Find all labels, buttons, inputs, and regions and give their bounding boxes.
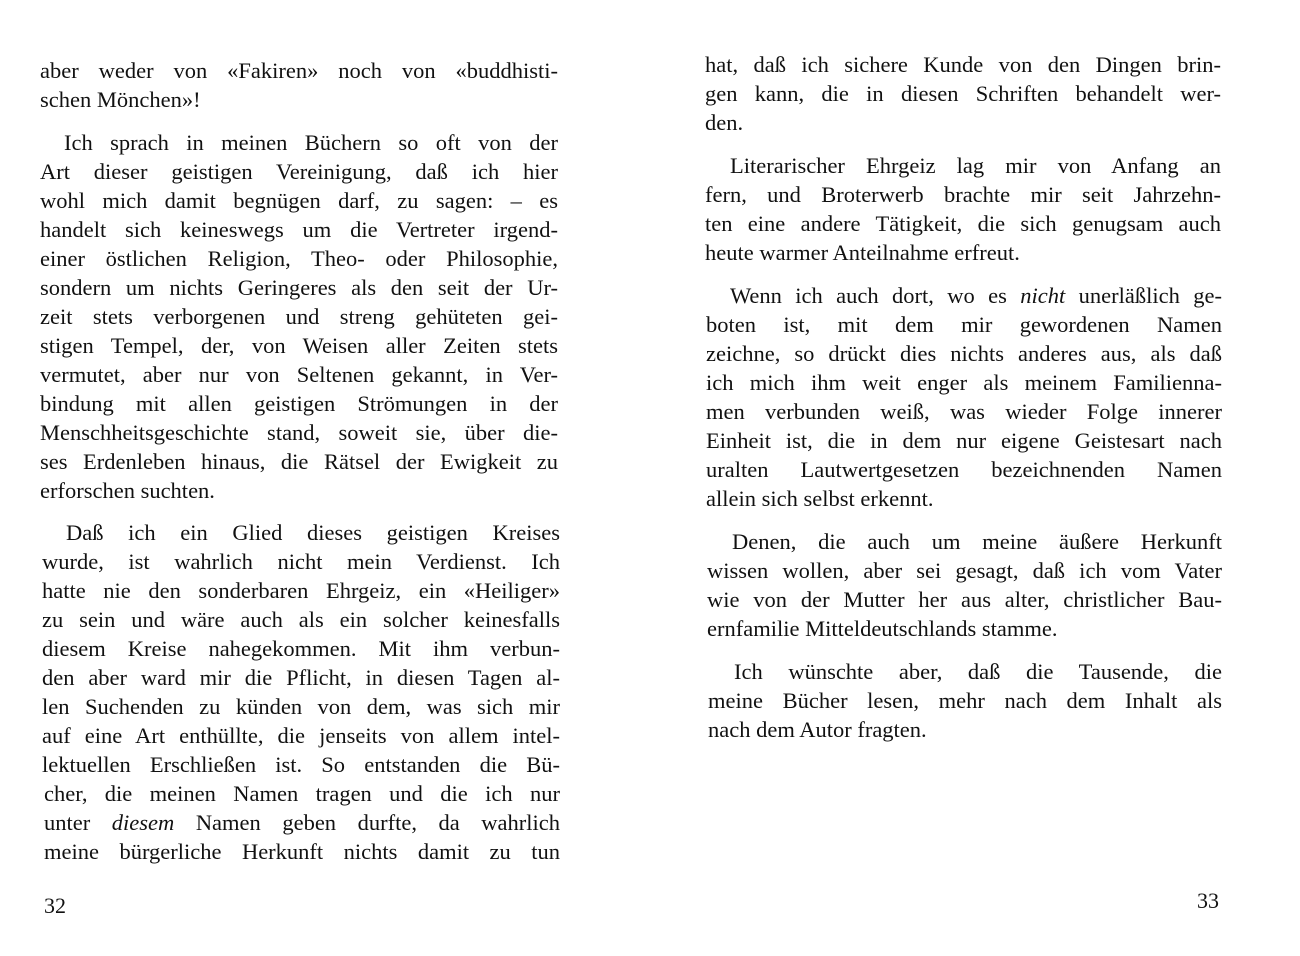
text-line: ich mich ihm weit enger als meinem Familienna- (706, 370, 1222, 395)
text-line: diesem Kreise nahegekommen. Mit ihm verbun- (42, 636, 560, 661)
right-page (650, 0, 1300, 956)
text-line: ten eine andere Tätigkeit, die sich genugsam auch (705, 211, 1221, 236)
text-line: uralten Lautwertgesetzen bezeichnenden Namen (706, 457, 1222, 482)
text-line: vermutet, aber nur von Seltenen gekannt, in Ver- (40, 362, 558, 387)
text-line: wissen wollen, aber sei gesagt, daß ich vom Vater (707, 558, 1222, 583)
text-line: Art dieser geistigen Vereinigung, daß ich hier (40, 159, 558, 184)
text-line: bindung mit allen geistigen Strömungen in der (40, 391, 558, 416)
text-line: Literarischer Ehrgeiz lag mir von Anfang an (730, 153, 1221, 178)
text-line: handelt sich keineswegs um die Vertreter irgend- (40, 217, 558, 242)
text-line: gen kann, die in diesen Schriften behandelt wer- (705, 81, 1221, 106)
text-run: Wenn ich auch dort, wo es (730, 283, 1021, 308)
text-line: stigen Tempel, der, von Weisen aller Zeiten stets (40, 333, 558, 358)
text-line: Ich wünschte aber, daß die Tausende, die (734, 659, 1222, 684)
text-line: nach dem Autor fragten. (708, 717, 927, 742)
page-number: 33 (1197, 888, 1219, 913)
text-line-with-italic (730, 281, 1222, 310)
text-line: Einheit ist, die in dem nur eigene Geistesart nach (706, 428, 1222, 453)
text-line: len Suchenden zu künden von dem, was sich mir (42, 694, 560, 719)
text-line: boten ist, mit dem mir gewordenen Namen (706, 312, 1222, 337)
text-run: unter (44, 810, 112, 835)
text-line: ernfamilie Mitteldeutschlands stamme. (707, 616, 1058, 641)
text-line: erforschen suchten. (40, 478, 215, 503)
text-line: einer östlichen Religion, Theo- oder Philosophie, (40, 246, 558, 271)
text-line: aber weder von «Fakiren» noch von «buddhisti- (40, 58, 558, 83)
text-line: meine Bücher lesen, mehr nach dem Inhalt als (708, 688, 1222, 713)
italic-emphasis: nicht (1020, 283, 1066, 308)
text-line: cher, die meinen Namen tragen und die ich nur (44, 781, 560, 806)
text-line: wurde, ist wahrlich nicht mein Verdienst. Ich (42, 549, 560, 574)
text-line: heute warmer Anteilnahme erfreut. (705, 240, 1020, 265)
text-line: den aber ward mir die Pflicht, in diesen Tagen al- (42, 665, 560, 690)
text-line: fern, und Broterwerb brachte mir seit Jahrzehn- (705, 182, 1221, 207)
page-number: 32 (44, 893, 66, 918)
text-line: wie von der Mutter her aus alter, christlicher Bau- (707, 587, 1222, 612)
text-line: men verbunden weiß, was wieder Folge innerer (706, 399, 1222, 424)
text-line: meine bürgerliche Herkunft nichts damit zu tun (44, 839, 560, 864)
text-line: allein sich selbst erkennt. (706, 486, 934, 511)
text-line: ses Erdenleben hinaus, die Rätsel der Ewigkeit zu (40, 449, 558, 474)
text-line: zeit stets verborgenen und streng gehüteten gei- (40, 304, 558, 329)
italic-emphasis: diesem (111, 810, 175, 835)
text-line: Denen, die auch um meine äußere Herkunft (732, 529, 1222, 554)
text-line: Menschheitsgeschichte stand, soweit sie, über die- (40, 420, 558, 445)
text-line: zeichne, so drückt dies nichts anderes aus, als daß (706, 341, 1222, 366)
text-line: lektuellen Erschließen ist. So entstanden die Bü- (42, 752, 560, 777)
text-line: sondern um nichts Geringeres als den seit der Ur- (40, 275, 558, 300)
text-line: hatte nie den sonderbaren Ehrgeiz, ein «Heiliger» (42, 578, 560, 603)
text-run: unerläßlich ge- (1065, 283, 1222, 308)
text-line-with-italic (44, 808, 560, 837)
text-line: den. (705, 110, 744, 135)
text-line: hat, daß ich sichere Kunde von den Dingen brin- (705, 52, 1221, 77)
text-run: Namen geben durfte, da wahrlich (174, 810, 560, 835)
text-line: auf eine Art enthüllte, die jenseits von allem intel- (42, 723, 560, 748)
text-line: Daß ich ein Glied dieses geistigen Kreises (66, 520, 560, 545)
text-line: schen Mönchen»! (40, 87, 201, 112)
text-line: Ich sprach in meinen Büchern so oft von der (64, 130, 558, 155)
text-line: wohl mich damit begnügen darf, zu sagen: – es (40, 188, 558, 213)
text-line: zu sein und wäre auch als ein solcher keinesfalls (42, 607, 560, 632)
